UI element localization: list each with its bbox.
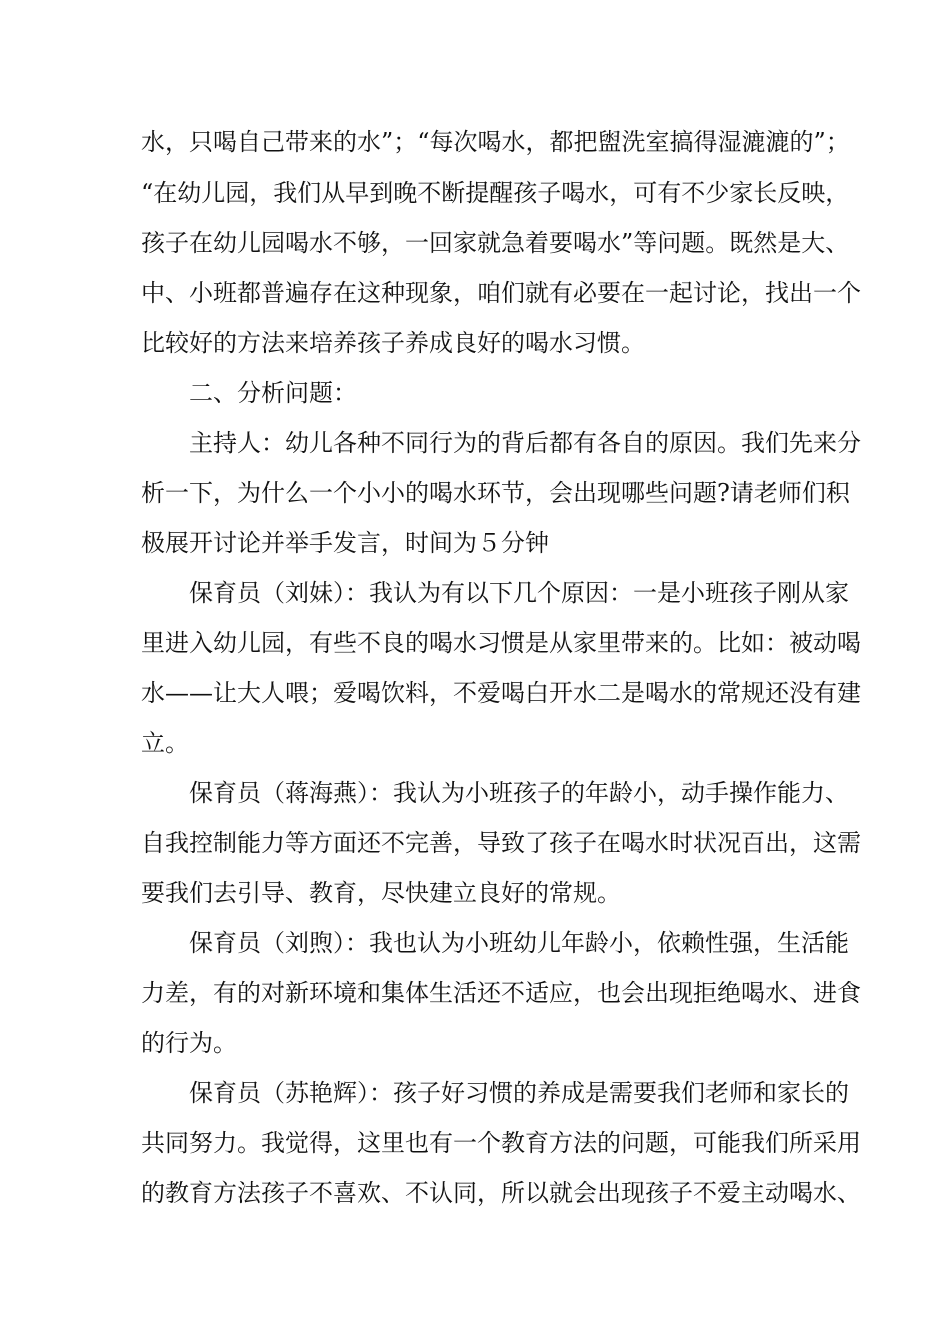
text-line: “在幼儿园，我们从早到晚不断提醒孩子喝水，可有不少家长反映， — [141, 179, 850, 207]
text-line: 极展开讨论并举手发言，时间为５分钟 — [141, 529, 549, 557]
text-line: 水，只喝自己带来的水”；“每次喝水，都把盥洗室搞得湿漉漉的”； — [141, 128, 850, 156]
text-line: 里进入幼儿园，有些不良的喝水习惯是从家里带来的。比如：被动喝 — [141, 629, 861, 657]
text-line: 水——让大人喂；爱喝饮料，不爱喝白开水二是喝水的常规还没有建 — [141, 679, 861, 707]
text-line: 中、小班都普遍存在这种现象，咱们就有必要在一起讨论，找出一个 — [141, 279, 861, 307]
text-line: 比较好的方法来培养孩子养成良好的喝水习惯。 — [141, 329, 645, 357]
text-line: 析一下，为什么一个小小的喝水环节，会出现哪些问题?请老师们积 — [141, 479, 850, 507]
text-line: 的教育方法孩子不喜欢、不认同，所以就会出现孩子不爱主动喝水、 — [141, 1179, 861, 1207]
text-line: 保育员（刘煦）：我也认为小班幼儿年龄小，依赖性强，生活能 — [189, 929, 849, 957]
text-line: 立。 — [141, 729, 189, 757]
text-line: 保育员（蒋海燕）：我认为小班孩子的年龄小，动手操作能力、 — [189, 779, 849, 807]
text-line: 要我们去引导、教育，尽快建立良好的常规。 — [141, 879, 621, 907]
text-line: 共同努力。我觉得，这里也有一个教育方法的问题，可能我们所采用 — [141, 1129, 861, 1157]
text-line: 自我控制能力等方面还不完善，导致了孩子在喝水时状况百出，这需 — [141, 829, 861, 857]
text-line: 孩子在幼儿园喝水不够，一回家就急着要喝水”等问题。既然是大、 — [141, 229, 850, 257]
text-line: 保育员（苏艳辉）：孩子好习惯的养成是需要我们老师和家长的 — [189, 1079, 849, 1107]
text-line: 力差，有的对新环境和集体生活还不适应，也会出现拒绝喝水、进食 — [141, 979, 861, 1007]
section-heading: 二、分析问题： — [189, 379, 357, 407]
text-line: 主持人：幼儿各种不同行为的背后都有各自的原因。我们先来分 — [189, 429, 861, 457]
text-line: 保育员（刘妹）：我认为有以下几个原因：一是小班孩子刚从家 — [189, 579, 849, 607]
text-line: 的行为。 — [141, 1029, 237, 1057]
